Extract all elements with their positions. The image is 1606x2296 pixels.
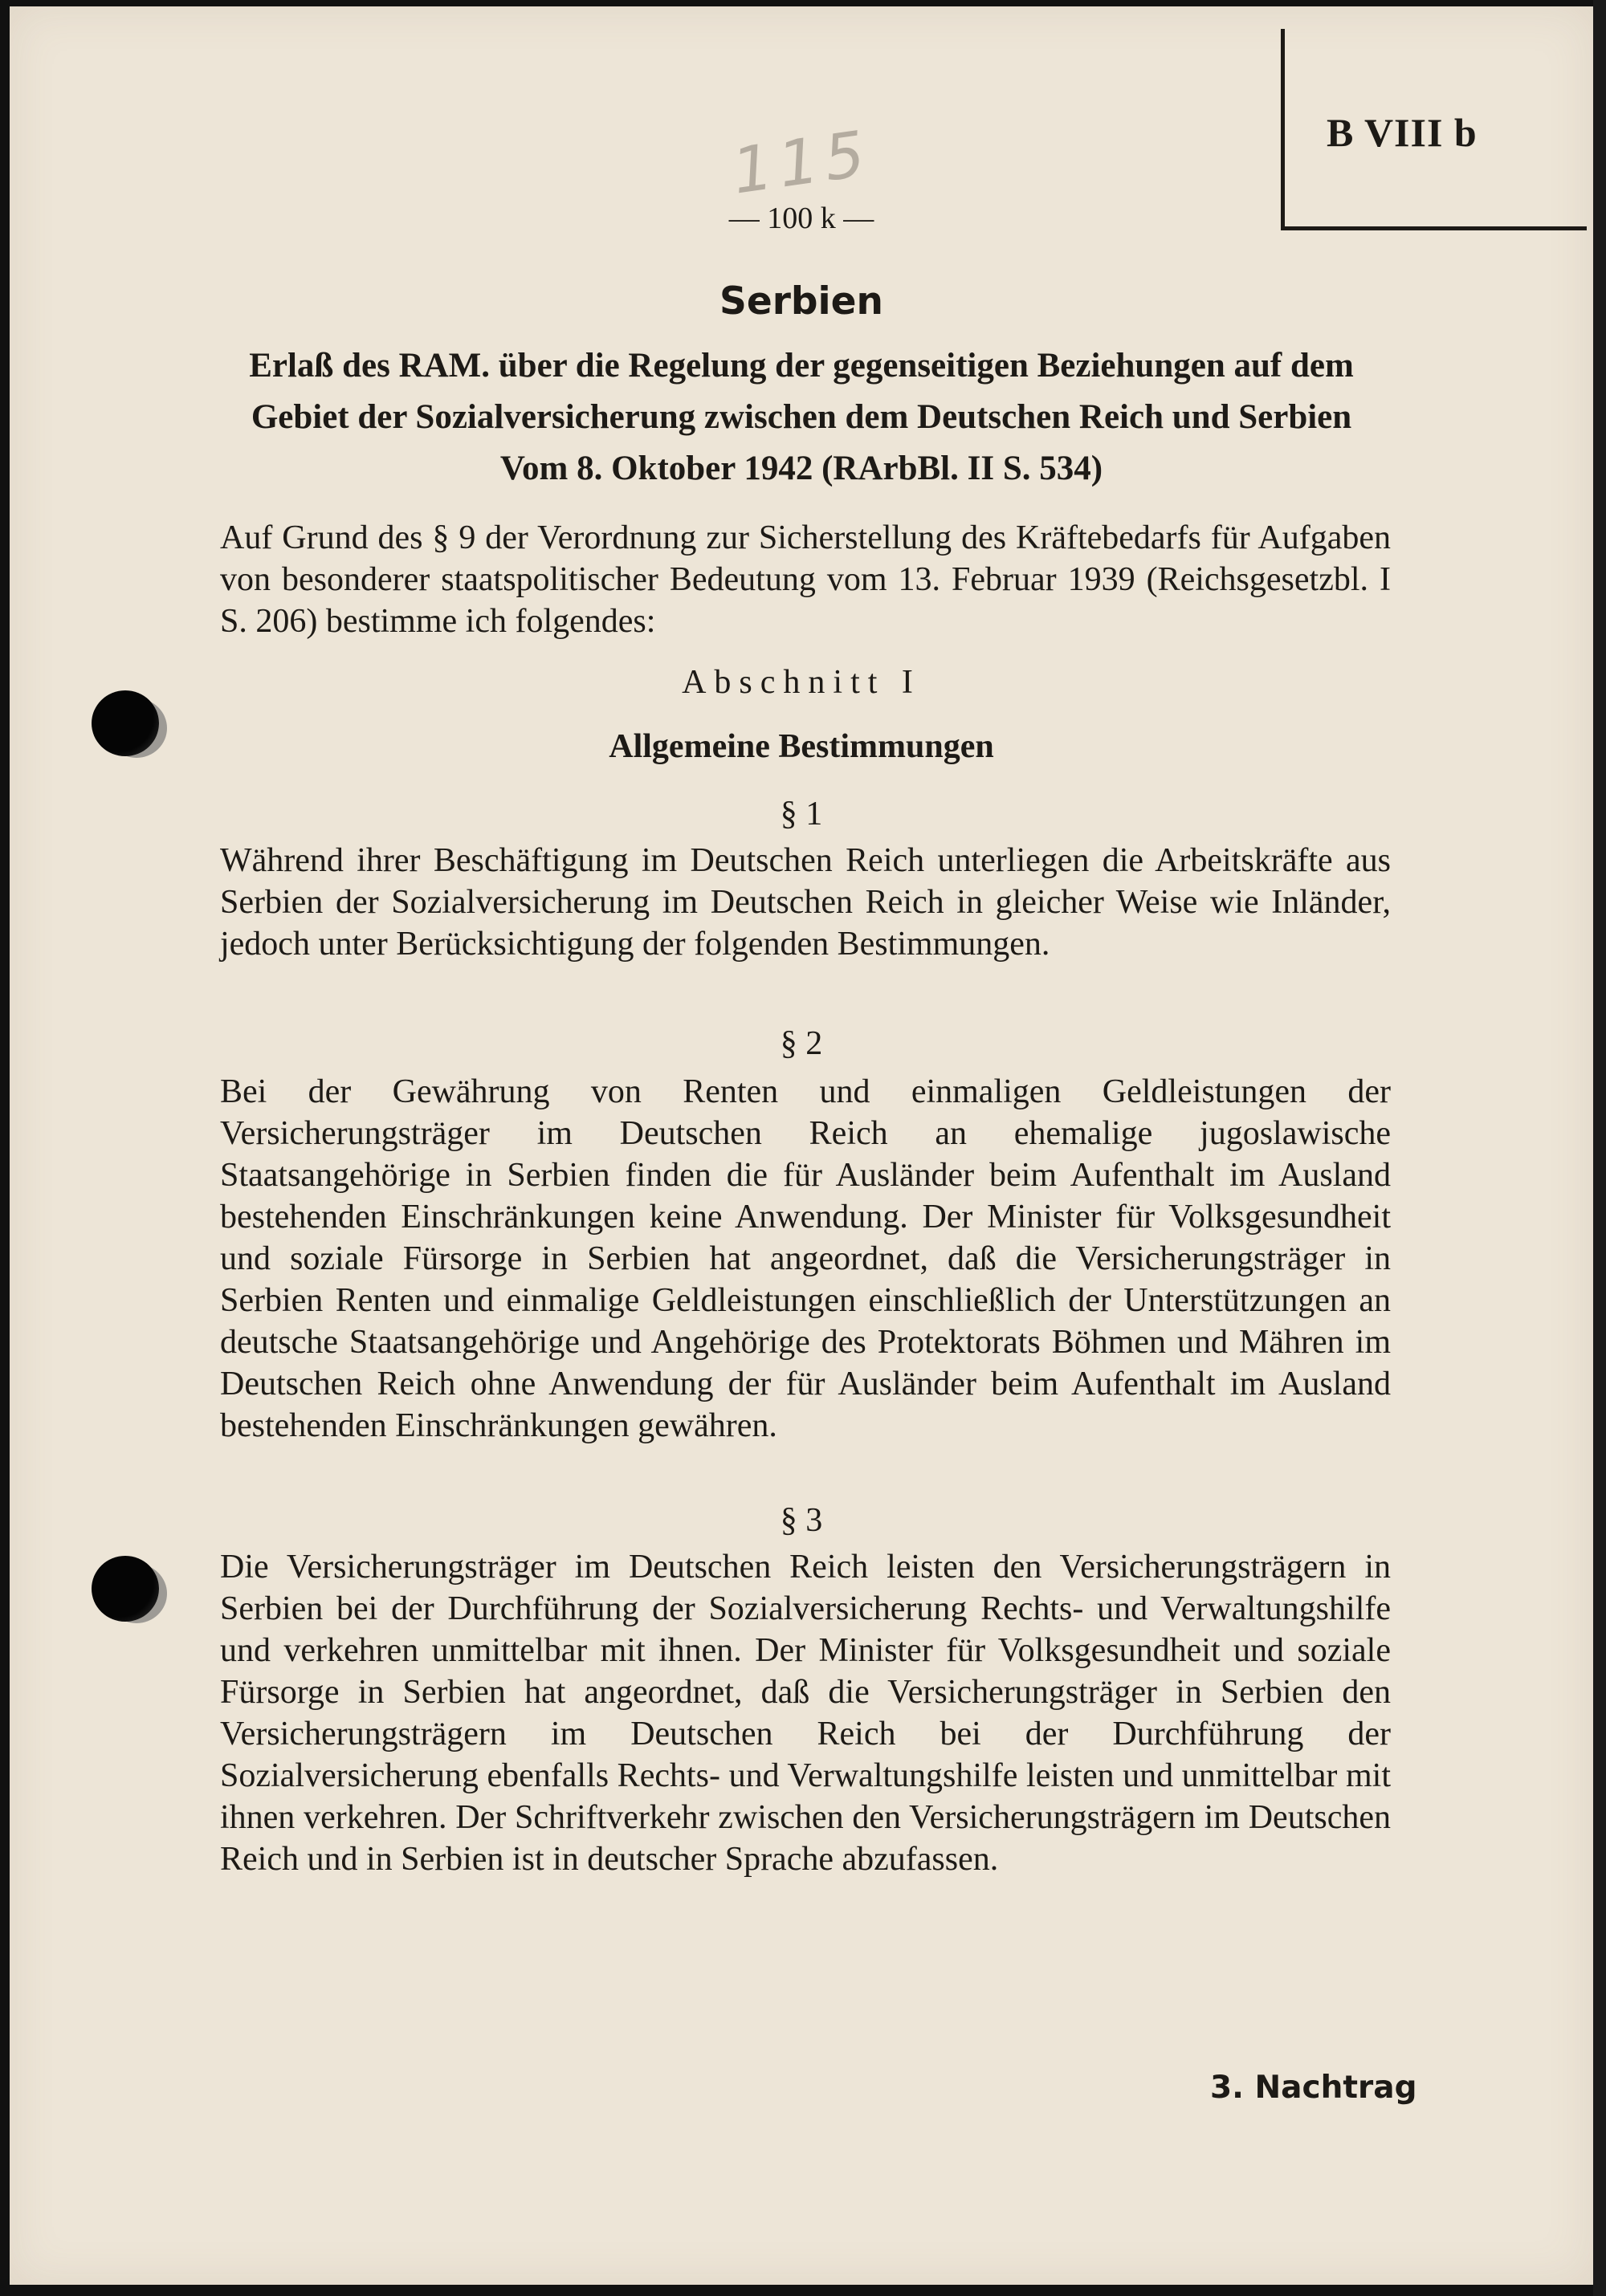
decree-heading-line-3: Vom 8. Oktober 1942 (RArbBl. II S. 534) [499,450,1103,487]
punch-hole-top [92,690,159,756]
paragraph-1-text: Während ihrer Beschäftigung im Deutschen Reich unterliegen die Arbeitskräfte aus Serbien der Sozialversicherung im Deutschen Reich in gleicher Weise wie Inländer, jedoch unter Berücksichtigung der folgenden Bestimmungen. [220,842,1391,963]
section-label: Abschnitt I [682,664,921,701]
preamble-text: Auf Grund des § 9 der Verordnung zur Sicherstellung des Kräftebedarfs für Aufgaben von besonderer staatspolitischer Bedeutung vom 13. Februar 1939 (Reichsgesetzbl. I S. 206) bestimme ich folgendes: [220,519,1391,640]
section-title: Allgemeine Bestimmungen [609,728,994,765]
paragraph-3-label: § 3 [780,1502,823,1539]
page-number: — 100 k — [728,202,874,235]
decree-heading-line-2: Gebiet der Sozialversicherung zwischen dem Deutschen Reich und Serbien [251,398,1352,436]
classification-label: B VIII b [1327,110,1478,155]
paragraph-2-label: § 2 [780,1025,823,1062]
pencil-page-number: 115 [728,117,876,209]
paragraph-2-text: Bei der Gewährung von Renten und einmaligen Geldleistungen der Versicherungsträger im Deutschen Reich an ehemalige jugoslawische Staatsangehörige in Serbien finden die für Ausländer beim Aufenthalt im Ausland bestehenden Einschränkungen keine Anwendung. Der Minister für Volksgesundheit und soziale Fürsorge in Serbien hat angeordnet, daß die Versicherungsträger in Serbien Renten und einmalige Geldleistungen einschließlich der Unterstützungen an deutsche Staatsangehörige und Angehörige des Protektorats Böhmen und Mähren im Deutschen Reich ohne Anwendung der für Ausländer beim Aufenthalt im Ausland bestehenden Einschränkungen gewähren. [220,1073,1391,1444]
punch-hole-bottom [92,1556,159,1622]
scan-border [1593,0,1606,2296]
document-page [10,6,1593,2285]
decree-heading [199,340,1404,495]
document-title: Serbien [719,279,883,324]
decree-heading-line-1: Erlaß des RAM. über die Regelung der gegenseitigen Beziehungen auf dem [249,347,1354,385]
paragraph-3-text: Die Versicherungsträger im Deutschen Reich leisten den Versicherungsträgern in Serbien bei der Durchführung der Sozialversicherung Rechts- und Verwaltungshilfe und verkehren unmittelbar mit ihnen. Der Minister für Volksgesundheit und soziale Fürsorge in Serbien hat angeordnet, daß die Versicherungsträger in Serbien den Versicherungsträgern im Deutschen Reich bei der Durchführung der Sozialversicherung ebenfalls Rechts- und Verwaltungshilfe leisten und unmittelbar mit ihnen verkehren. Der Schriftverkehr zwischen den Versicherungsträgern im Deutschen Reich und in Serbien ist in deutscher Sprache abzufassen. [220,1549,1391,1878]
supplement-note: 3. Nachtrag [1210,2070,1417,2106]
paragraph-1-label: § 1 [780,796,823,833]
